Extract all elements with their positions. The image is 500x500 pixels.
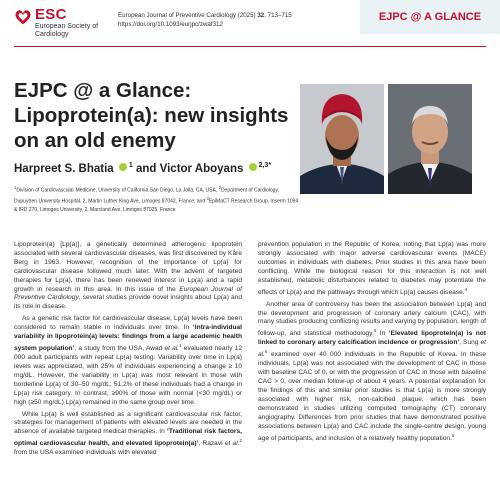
- portrait-icon: [388, 84, 472, 194]
- journal-pages: , 713–715: [264, 12, 292, 19]
- heart-logo-icon: [14, 8, 32, 26]
- logo-subtitle: European Society of Cardiology: [35, 23, 99, 38]
- journal-name: European Journal of Preventive Cardiology (2025): [118, 12, 256, 19]
- study-title-razavi: ‘Traditional risk factors, optimal cardiovascular health, and elevated lipoprotein(a)’: [14, 428, 242, 448]
- body-column-right: [258, 241, 486, 447]
- orcid-icon[interactable]: [119, 163, 127, 171]
- journal-header: [0, 0, 500, 46]
- affiliation-1: Division of Cardiovascular Medicine, University of California San Diego, La Jolla, CA, USA,: [16, 187, 218, 194]
- affiliation-3: EpiMaCT Research Group, Inserm 1094 & IRD 270, Limoges University, 2, Marcland Ave, Limoges 87025, France: [14, 199, 299, 213]
- paragraph-intro: Lipoprotein(a) [Lp(a)], a genetically determined atherogenic lipoprotein associated with several cardiovascular diseases, was first discovered by Kåre Berg in 1963. However, recognition of the importance of Lp(a) for cardiovascular disease followed much later. With the advent of targeted therapies for Lp(a), there has been renewed interest in Lp(a) and a rapid growth in research in this area. In this issue of the European Journal of Preventive Cardiology, several studies provide novel insights about Lp(a) and its role in disease.: [14, 241, 242, 311]
- paragraph-risk-factors: While Lp(a) is well established as a significant cardiovascular risk factor, strategies for management of patients with elevated levels are needed in the absence of available targeted medical therapies. In ‘Traditional risk factors, optimal cardiovascular health, and elevated lipoprotein(a)’, Razavi et al.$^2$ from the USA examined individuals with elevated: [14, 410, 243, 457]
- citation-ref[interactable]: 5: [451, 432, 455, 438]
- logo-wordmark: ESC: [35, 6, 67, 23]
- esc-logo[interactable]: [14, 6, 124, 44]
- article-title: EJPC @ a Glance: Lipoprotein(a): new insights on an old enemy: [14, 79, 289, 152]
- affiliation-2: Department of Cardiology, Dupuytren University Hospital, 2, Martin Luther King Ave, Limoges 87042, France; and: [14, 187, 279, 206]
- author-photo-aboyans: [388, 84, 472, 194]
- citation-ref[interactable]: 4: [464, 286, 468, 292]
- author-2-affil: 2,3*: [258, 162, 272, 169]
- author-1-name[interactable]: Harpreet S. Bhatia: [14, 162, 114, 175]
- author-photo-bhatia: [300, 84, 384, 194]
- paragraph-diabetes: prevention population in the Republic of Korea, noting that Lp(a) was more strongly associated with major adverse cardiovascular events (MACE) outcomes in individuals with diabetes. Prior studies in this area have been conflicting. While the biological reason for this interaction is not well established, metabolic disturbances related to diabetes may potentiate the effects of Lp(a) and the pathways through which Lp(a) causes disease.$^4$: [258, 241, 486, 296]
- author-line: [14, 162, 314, 175]
- body-column-left: [14, 241, 242, 461]
- study-title-sung: ‘Elevated lipoprotein(a) is not linked to coronary artery calcification incidence or progression’: [258, 330, 486, 347]
- doi-link[interactable]: https://doi.org/10.1093/eurjpc/zwaf312: [118, 20, 223, 28]
- portrait-icon: [300, 84, 384, 194]
- journal-citation: [118, 12, 292, 29]
- author-join: and Victor Aboyans: [132, 162, 244, 175]
- citation-ref[interactable]: 1: [179, 342, 182, 348]
- journal-volume: 32: [257, 12, 265, 19]
- paragraph-cac: Another area of controversy has been the association between Lp(a) and the development and progression of coronary artery calcium (CAC), with many studies producing conflicting results and varying by population, length of follow-up, and statistical methodology.$^5$ In ‘Elevated lipoprotein(a) is not linked to coronary artery calcification incidence or progression’, Sung et al.$^6$ examined over 40 000 individuals in the Republic of Korea. In these individuals, Lp(a) was not associated with the development of CAC in those with baseline CAC of 0, or with the progression of CAC in those with baseline CAC > 0, over median follow-up of about 4 years. A potential explanation for the findings of this and similar prior studies is that Lp(a) is more strongly associated with higher risk, non-calcified plaque, which has been demonstrated in studies utilizing computed tomography (CT) coronary angiography. Differences from prior studies that have demonstrated positive associations between Lp(a) and CAC include the single-centre design, young age of participants, and inclusion of a relatively healthy population.$^5$: [258, 300, 487, 442]
- citation-ref[interactable]: 6: [264, 349, 268, 355]
- citation-ref[interactable]: 2: [239, 438, 243, 444]
- section-badge: EJPC @ A GLANCE: [360, 0, 500, 34]
- author-1-affil: 1: [128, 162, 133, 169]
- header-divider: [14, 46, 486, 47]
- citation-ref[interactable]: 5: [373, 328, 377, 334]
- orcid-icon[interactable]: [249, 163, 257, 171]
- study-title-awad: ‘Intra-individual variability in lipoprotein(a) levels: findings from a large academic health system population’: [14, 324, 242, 353]
- paragraph-variability: As a genetic risk factor for cardiovascular disease, Lp(a) levels have been considered to remain stable in individuals over time. In ‘Intra-individual variability in lipoprotein(a) levels: findings from a large academic health system population’, a study from the USA, Awad et al.$^1$ evaluated nearly 12 000 adult participants with repeat Lp(a) testing. Variability over time in Lp(a) levels was appreciated, with 25% of individuals experiencing a change ≥ 10 mg/dL. However, the variability in Lp(a) was most relevant in those with borderline Lp(a) of 30–50 mg/dL; 51.2% of these individuals had a change in Lp(a) risk category. In contrast, ≥90% of those with normal (<30 mg/dL) or high (≥50 mg/dL) Lp(a) remained in the same group over time.: [14, 315, 242, 406]
- affiliations: $^1$Division of Cardiovascular Medicine, University of California San Diego, La Jolla, CA, USA, $^2$Department of Cardiology, Dupuytren University Hospital, 2, Martin Luther King Ave, Limoges 87042, France; and $^3$EpiMaCT Research Group, Inserm 1094 & IRD 270, Limoges University, 2, Marcland Ave, Limoges 87025, France: [14, 185, 299, 213]
